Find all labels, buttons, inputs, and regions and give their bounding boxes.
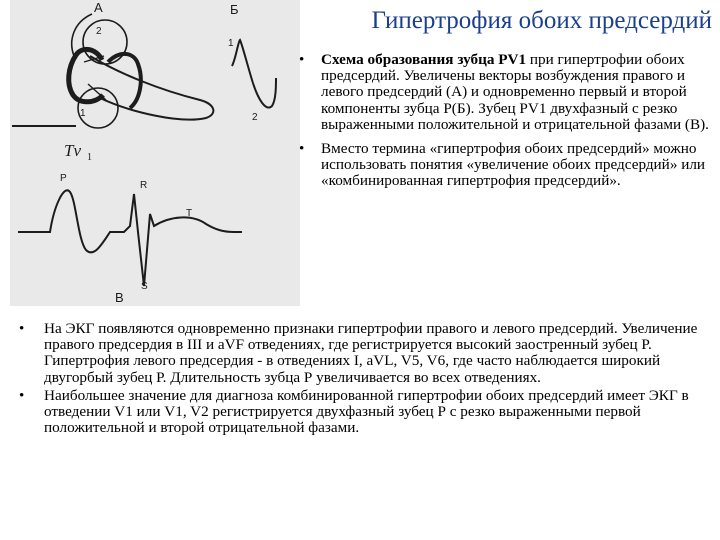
bullet-marker: • [299,51,305,68]
bullet-marker: • [19,386,25,404]
slide-title: Гипертрофия обоих предсердий [371,7,712,34]
ventricle-outline [90,56,213,120]
bottom-bullet-1 [17,321,715,386]
right-bullet-1-bold: Схема образования зубца PV1 [321,51,527,68]
bullet-marker: • [299,140,305,158]
label-p-wave: P [60,173,67,184]
label-tv1-subscript: 1 [87,152,92,163]
ecg-v1-trace [18,190,242,286]
label-v: В [115,290,124,305]
bottom-bullet-1-text: На ЭКГ появляются одновременно признаки гипертрофии правого и левого предсердий. Увеличение правого предсердия в III и aVF отведениях, где регистрируется высокий заостренный зубец Р. Гипертрофия левого предсердия - в отведениях I, aVL, V5, V6, где часто наблюдается широкий двугорбый зубец Р. Длительность зубца Р увеличивается во всех отведениях. [44,320,698,386]
ecg-figure [10,0,300,306]
label-r-wave: R [140,180,148,191]
right-bullet-1-text: при гипертрофии обоих предсердий. Увеличены векторы возбуждения правого и левого предсердий (А) и одновременно первый и второй компоненты зубца Р(Б). Зубец PV1 двухфазный с резко выраженными положительной и отрицательной фазами (В). [321,51,709,133]
label-t-wave: T [186,208,193,219]
b-component-1-label: 1 [228,38,234,49]
bottom-bullet-2 [17,388,715,437]
vector-number-2: 2 [96,26,102,37]
label-tv1: Tv [64,141,81,160]
right-bullet-2 [296,141,714,190]
right-bullet-2-text: Вместо термина «гипертрофия обоих предсердий» можно использовать понятия «увеличение обоих предсердий» или «комбинированная гипертрофия предсердий». [321,140,706,190]
label-a: А [94,0,103,15]
label-s-wave: S [141,281,148,292]
right-bullet-1 [296,52,714,133]
bottom-bullet-2-text: Наибольшее значение для диагноза комбинированной гипертрофии обоих предсердий имеет ЭКГ в отведении V1 или V1, V2 регистрируется двухфазный зубец Р с резко выраженными первой положительной и второй отрицательной фазами. [44,386,689,437]
vector-number-1: 1 [80,108,86,119]
b-component-2-label: 2 [252,112,258,123]
ecg-diagram [10,0,300,306]
right-bullet-list [296,52,714,198]
bullet-marker: • [19,320,25,337]
bottom-bullet-list [17,321,715,438]
right-atrium-circle [83,20,127,64]
b-pwave-trace [232,40,276,108]
panel-a-heart-diagram [12,14,213,128]
label-b: Б [230,2,239,17]
